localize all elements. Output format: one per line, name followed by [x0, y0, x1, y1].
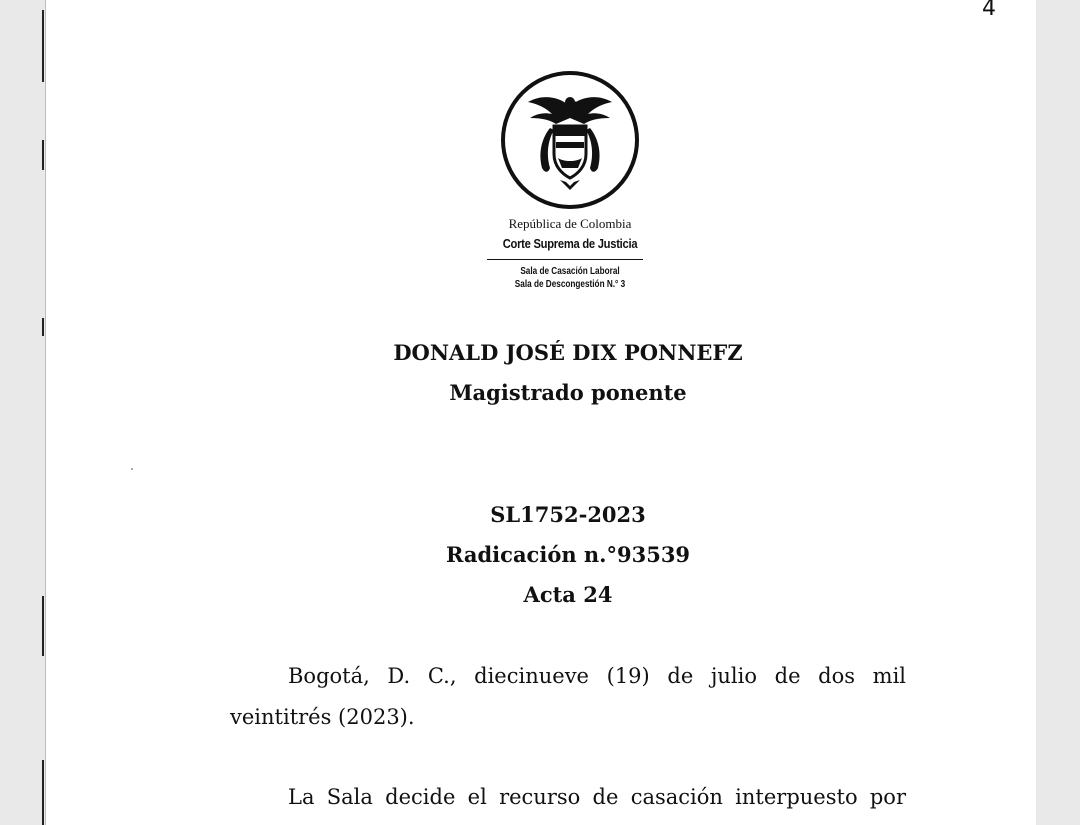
sentence-code: SL1752-2023: [490, 502, 646, 527]
acta-number: Acta 24: [523, 582, 613, 607]
paragraph-line-1: La Sala decide el recurso de casación interpuesto por: [288, 785, 906, 809]
scan-edge-mark: [42, 140, 44, 170]
scan-edge-mark: [42, 760, 44, 825]
date-line-1: Bogotá, D. C., diecinueve (19) de julio de dos mil: [288, 664, 906, 688]
date-line-2: veintitrés (2023).: [230, 705, 415, 729]
judge-role: Magistrado ponente: [449, 380, 687, 405]
republic-label: República de Colombia: [508, 216, 632, 231]
header-divider: [487, 259, 643, 260]
coat-of-arms-seal: [498, 68, 642, 212]
scan-edge-mark: [42, 318, 44, 336]
radicacion-number: Radicación n.°93539: [445, 542, 691, 567]
section-label: Sala de Descongestión N.° 3: [514, 279, 626, 290]
scan-edge-mark: [42, 10, 44, 82]
chamber-label: Sala de Casación Laboral: [520, 266, 620, 277]
scan-edge-mark: [42, 596, 44, 656]
page-number-handwritten: 4: [982, 0, 996, 21]
scan-speck: [131, 468, 133, 470]
judge-name: DONALD JOSÉ DIX PONNEFZ: [393, 340, 743, 365]
court-name: Corte Suprema de Justicia: [502, 236, 638, 251]
